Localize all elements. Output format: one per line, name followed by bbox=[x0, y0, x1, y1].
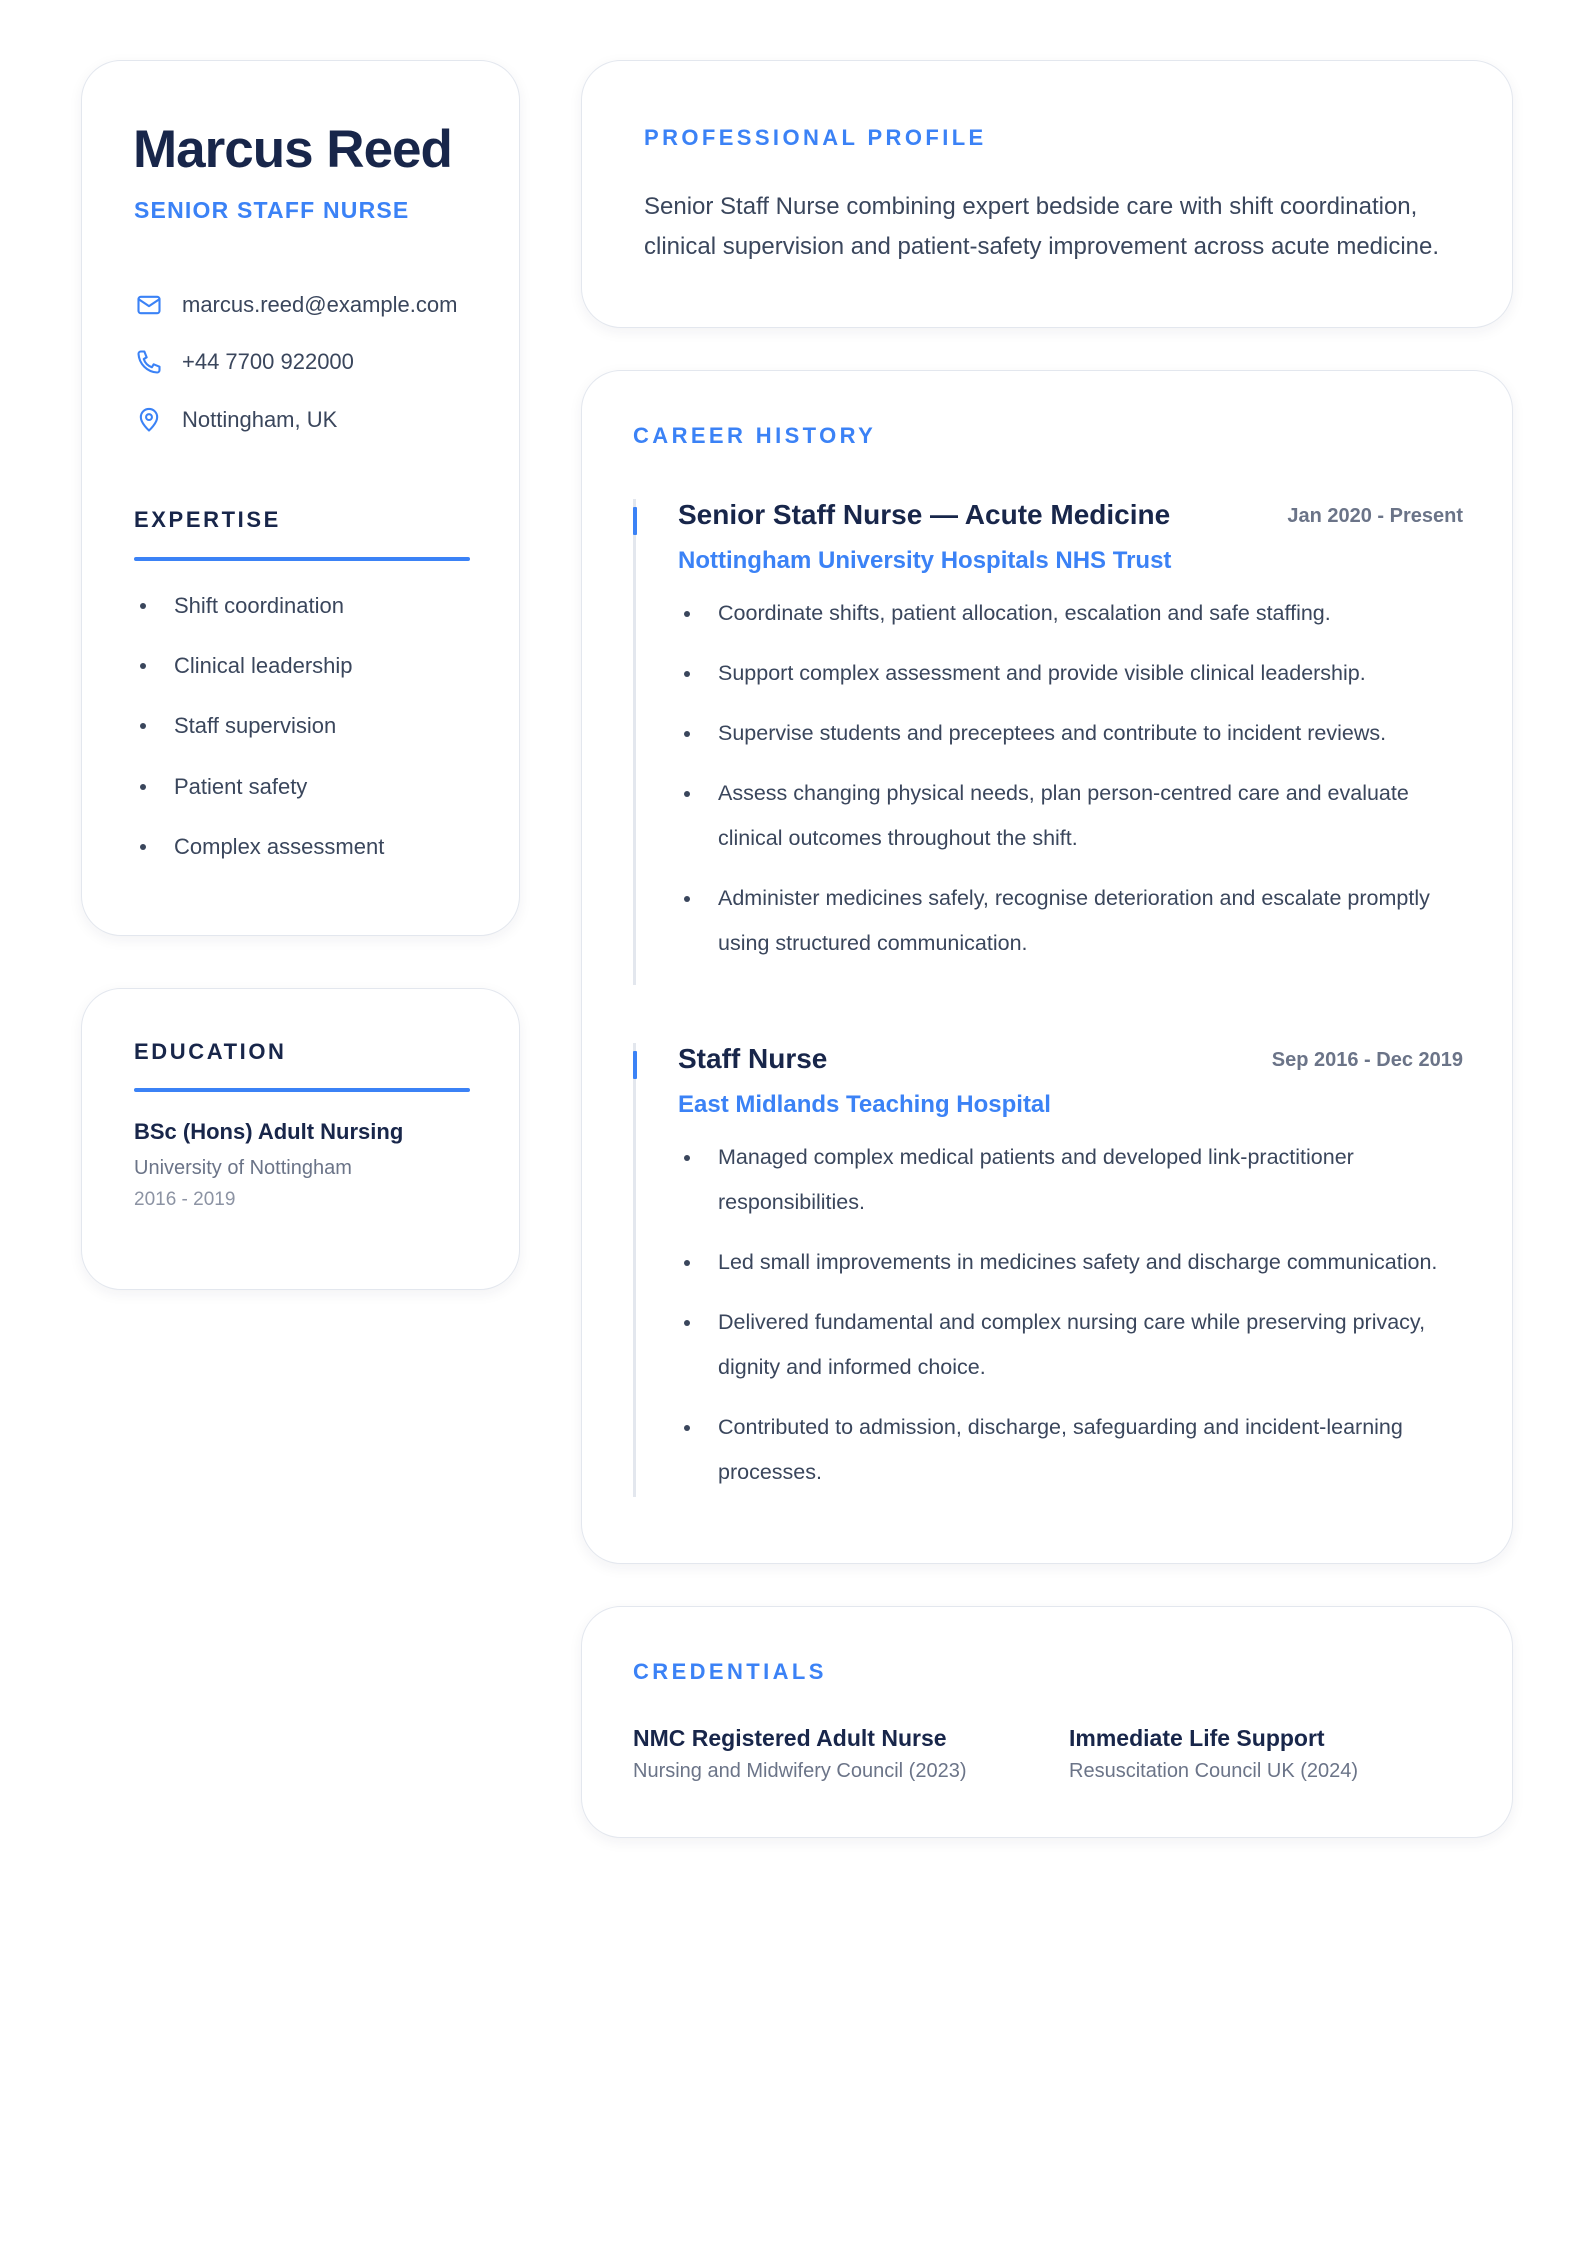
candidate-name: Marcus Reed bbox=[133, 120, 452, 179]
education-card bbox=[81, 988, 520, 1290]
job-duty: Assess changing physical needs, plan person-centred care and evaluate clinical outcomes throughout the shift. bbox=[678, 771, 1468, 861]
expertise-divider bbox=[134, 557, 470, 561]
job-duties bbox=[678, 1135, 1468, 1510]
job-duty: Administer medicines safely, recognise deterioration and escalate promptly using structured communication. bbox=[678, 876, 1468, 966]
job-duty: Contributed to admission, discharge, safeguarding and incident-learning processes. bbox=[678, 1405, 1468, 1495]
job-timeline-marker bbox=[633, 1051, 637, 1079]
career-heading: CAREER HISTORY bbox=[633, 423, 877, 448]
sidebar-card bbox=[81, 60, 520, 936]
job-duty: Led small improvements in medicines safety and discharge communication. bbox=[678, 1240, 1468, 1285]
education-divider bbox=[134, 1088, 470, 1092]
credential-issuer: Resuscitation Council UK (2024) bbox=[1069, 1760, 1359, 1782]
job-employer: Nottingham University Hospitals NHS Trust bbox=[678, 547, 1172, 574]
expertise-item: Staff supervision bbox=[134, 711, 336, 741]
job-dates: Jan 2020 - Present bbox=[1287, 505, 1463, 527]
job-duty: Supervise students and preceptees and contribute to incident reviews. bbox=[678, 711, 1468, 756]
job-dates: Sep 2016 - Dec 2019 bbox=[1271, 1049, 1463, 1071]
profile-card bbox=[581, 60, 1513, 328]
candidate-role: SENIOR STAFF NURSE bbox=[134, 197, 410, 223]
education-school: University of Nottingham bbox=[134, 1157, 352, 1179]
job-timeline-line bbox=[633, 499, 636, 985]
education-years: 2016 - 2019 bbox=[134, 1189, 236, 1210]
job-title: Senior Staff Nurse — Acute Medicine bbox=[678, 499, 1171, 530]
profile-heading: PROFESSIONAL PROFILE bbox=[644, 125, 987, 150]
location-pin-icon bbox=[134, 405, 164, 435]
profile-text: Senior Staff Nurse combining expert bedside care with shift coordination, clinical supervision and patient-safety improvement across acute medicine. bbox=[644, 193, 1440, 260]
job-title: Staff Nurse bbox=[678, 1043, 828, 1074]
credential-issuer: Nursing and Midwifery Council (2023) bbox=[633, 1760, 967, 1782]
education-heading: EDUCATION bbox=[134, 1039, 287, 1064]
contact-phone-text: +44 7700 922000 bbox=[182, 349, 354, 374]
contact-location-text: Nottingham, UK bbox=[182, 407, 338, 432]
phone-icon bbox=[134, 347, 164, 377]
expertise-item: Complex assessment bbox=[134, 832, 384, 862]
job-timeline-line bbox=[633, 1043, 636, 1497]
contact-phone[interactable] bbox=[134, 346, 354, 378]
expertise-item: Patient safety bbox=[134, 772, 307, 802]
education-degree: BSc (Hons) Adult Nursing bbox=[134, 1119, 404, 1144]
job-duty: Delivered fundamental and complex nursing care while preserving privacy, dignity and informed choice. bbox=[678, 1300, 1468, 1390]
job-entry bbox=[633, 1043, 1463, 1497]
job-timeline-marker bbox=[633, 507, 637, 535]
job-entry bbox=[633, 499, 1463, 985]
job-duties bbox=[678, 591, 1468, 981]
expertise-item: Shift coordination bbox=[134, 591, 344, 621]
contact-email[interactable] bbox=[134, 289, 457, 321]
credential-item bbox=[1069, 1725, 1358, 1783]
career-card bbox=[581, 370, 1513, 1564]
contact-location bbox=[134, 404, 337, 436]
job-employer: East Midlands Teaching Hospital bbox=[678, 1091, 1051, 1118]
credentials-card bbox=[581, 1606, 1513, 1838]
credential-name: NMC Registered Adult Nurse bbox=[633, 1725, 947, 1751]
job-duty: Managed complex medical patients and developed link-practitioner responsibilities. bbox=[678, 1135, 1468, 1225]
credentials-heading: CREDENTIALS bbox=[633, 1659, 827, 1684]
job-duty: Coordinate shifts, patient allocation, escalation and safe staffing. bbox=[678, 591, 1468, 636]
mail-icon bbox=[134, 290, 164, 320]
contact-email-text: marcus.reed@example.com bbox=[182, 292, 458, 317]
credential-name: Immediate Life Support bbox=[1069, 1725, 1325, 1751]
expertise-item: Clinical leadership bbox=[134, 651, 353, 681]
job-duty: Support complex assessment and provide visible clinical leadership. bbox=[678, 651, 1468, 696]
expertise-heading: EXPERTISE bbox=[134, 507, 281, 532]
credential-item bbox=[633, 1725, 966, 1783]
